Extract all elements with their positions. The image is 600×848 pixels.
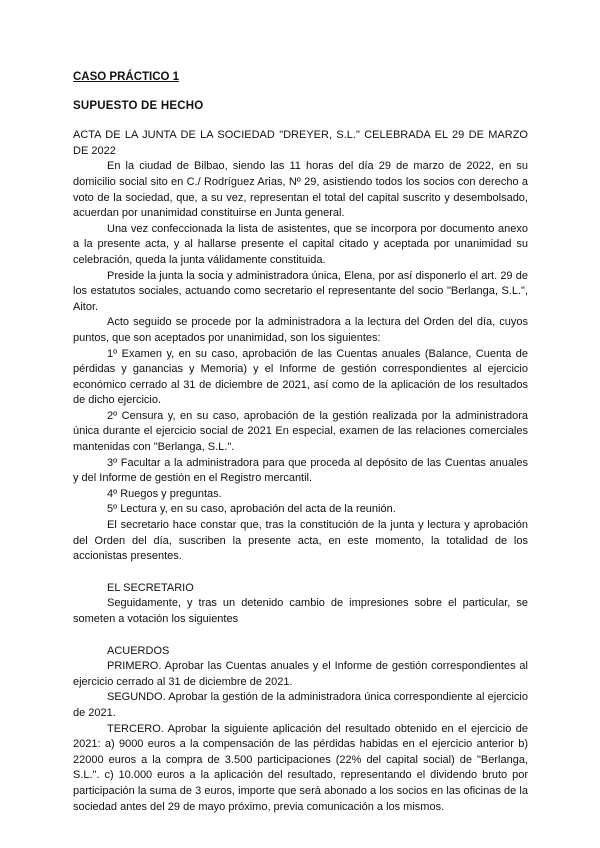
acta-heading: ACTA DE LA JUNTA DE LA SOCIEDAD "DREYER, S.L." CELEBRADA EL 29 DE MARZO DE 2022 bbox=[73, 129, 528, 157]
vote-paragraph: Seguidamente, y tras un detenido cambio de impresiones sobre el particular, se someten a votación los siguientes bbox=[73, 597, 528, 625]
paragraph-4: Acto seguido se procede por la administradora a la lectura del Orden del día, cuyos puntos, que son aceptados por unanimidad, son los siguientes: bbox=[73, 316, 528, 344]
document-page bbox=[73, 70, 528, 815]
agenda-item-2: 2º Censura y, en su caso, aprobación de la gestión realizada por la administradora única durante el ejercicio social de 2021 En especial, examen de las relaciones comerciales mantenidas con "Berlanga, S.L.". bbox=[73, 409, 528, 454]
document-title: CASO PRÁCTICO 1 bbox=[73, 71, 180, 83]
agreement-3: TERCERO. Aprobar la siguiente aplicación del resultado obtenido en el ejercicio de 2021: a) 9000 euros a la compensación de las pérdidas habidas en el ejercicio anterior b) 22000 euros a la compra de 3.500 participaciones (22% del capital social) de "Berlanga, S.L.". c) 10.000 euros a la aplicación del resultado, representando el dividendo bruto por participación la suma de 3 euros, importe que será abonado a los socios en las oficinas de la sociedad antes del 29 de mayo próximo, previa comunicación a los mismos. bbox=[73, 722, 528, 813]
agenda-item-5: 5º Lectura y, en su caso, aprobación del acta de la reunión. bbox=[107, 503, 396, 516]
paragraph-1: En la ciudad de Bilbao, siendo las 11 horas del día 29 de marzo de 2022, en su domicilio social sito en C./ Rodríguez Arias, Nº 29, asistiendo todos los socios con derecho a voto de la sociedad, que, a su vez, representan el total del capital suscrito y desembolsado, acuerdan por unanimidad constituirse en Junta general. bbox=[73, 160, 528, 220]
agenda-item-4: 4º Ruegos y preguntas. bbox=[107, 487, 222, 500]
closing-paragraph: El secretario hace constar que, tras la constitución de la junta y lectura y aprobación del Orden del día, suscriben la presente acta, en este momento, la totalidad de los accionistas presentes. bbox=[73, 519, 528, 563]
agenda-item-1: 1º Examen y, en su caso, aprobación de las Cuentas anuales (Balance, Cuenta de pérdidas y ganancias y Memoria) y el Informe de gestión correspondientes al ejercicio económico cerrado al 31 de diciembre de 2021, así como de la aplicación de los resultados de dicho ejercicio. bbox=[73, 347, 528, 407]
section-subtitle: SUPUESTO DE HECHO bbox=[73, 99, 204, 112]
agenda-item-3: 3º Facultar a la administradora para que proceda al depósito de las Cuentas anuales y del Informe de gestión en el Registro mercantil. bbox=[73, 456, 528, 485]
paragraph-3: Preside la junta la socia y administradora única, Elena, por así disponerlo el art. 29 de los estatutos sociales, actuando como secretario el representante del socio "Berlanga, S.L.", Aitor. bbox=[73, 269, 528, 313]
agreement-1: PRIMERO. Aprobar las Cuentas anuales y el Informe de gestión correspondientes al ejercicio cerrado al 31 de diciembre de 2021. bbox=[73, 660, 528, 688]
agreements-heading: ACUERDOS bbox=[107, 644, 170, 657]
agreement-2: SEGUNDO. Aprobar la gestión de la administradora única correspondiente al ejercicio de 2021. bbox=[73, 691, 528, 719]
paragraph-2: Una vez confeccionada la lista de asistentes, que se incorpora por documento anexo a la presente acta, y al hallarse presente el capital citado y aceptada por unanimidad su celebración, queda la junta válidamente constituida. bbox=[73, 222, 528, 266]
secretary-label: EL SECRETARIO bbox=[107, 581, 194, 594]
